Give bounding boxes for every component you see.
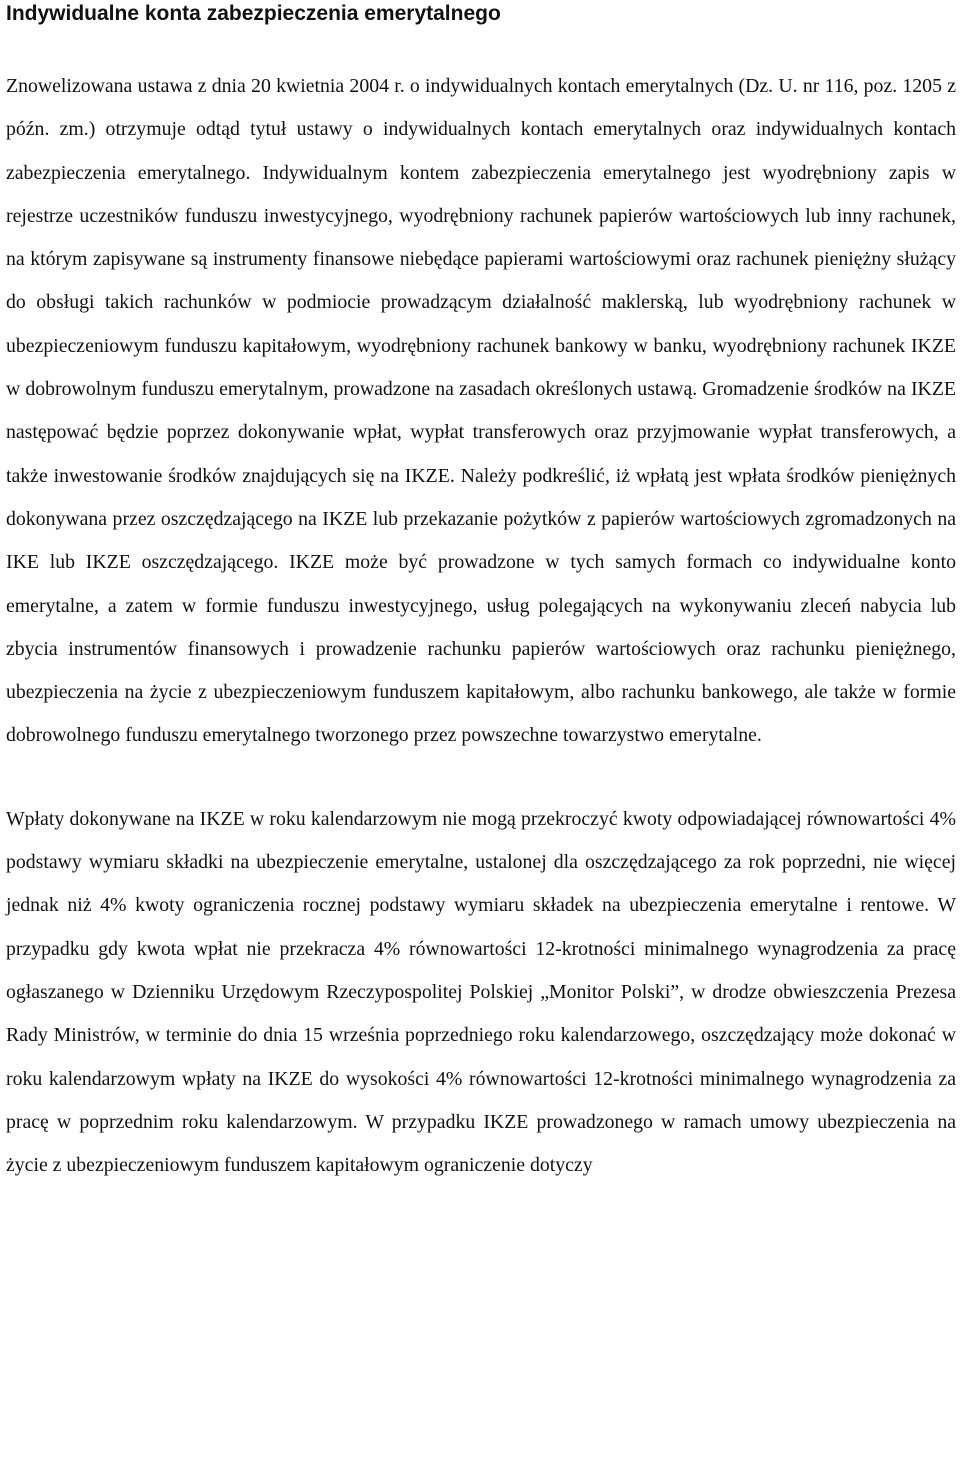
paragraph-ikze-definition: [6, 65, 956, 758]
document-page: [6, 0, 956, 1187]
sentence-funds-accumulation: Gromadzenie środków na IKZE następować będzie poprzez dokonywanie wpłat, wypłat transferowych oraz przyjmowanie wypłat transferowych, a także inwestowanie środków znajdujących się na IKZE.: [6, 378, 956, 487]
sentence-insurance-limit: W przypadku IKZE prowadzonego w ramach umowy ubezpieczenia na życie z ubezpieczeniowym funduszem kapitałowym ograniczenie dotyczy: [6, 1110, 957, 1177]
sentence-payment-definition: Należy podkreślić, iż wpłatą jest wpłata środków pieniężnych dokonywana przez oszczędzającego na IKZE lub przekazanie pożytków z papierów wartościowych zgromadzonych na IKE lub IKZE oszczędzającego.: [6, 464, 956, 574]
sentence-act-title: Znowelizowana ustawa z dnia 20 kwietnia 2004 r. o indywidualnych kontach emerytalnych (Dz. U. nr 116, poz. 1205 z późn. zm.) otrzymuje odtąd tytuł ustawy o indywidualnych kontach emerytalnych oraz indywidualnych kontach zabezpieczenia emerytalnego.: [6, 75, 956, 184]
paragraph-payment-limits: [6, 798, 956, 1188]
document-title: Indywidualne konta zabezpieczenia emerytalnego: [6, 2, 501, 25]
sentence-minimum-wage-rule: W przypadku gdy kwota wpłat nie przekracza 4% równowartości 12-krotności minimalnego wynagrodzenia za pracę ogłaszanego w Dzienniku Urzędowym Rzeczypospolitej Polskiej „Monitor Polski”, w drodze obwieszczenia Prezesa Rady Ministrów, w terminie do dnia 15 września poprzedniego roku kalendarzowego, oszczędzający może dokonać w roku kalendarzowym wpłaty na IKZE do wysokości 4% równowartości 12-krotności minimalnego wynagrodzenia za pracę w poprzednim roku kalendarzowym.: [6, 894, 956, 1133]
sentence-ikze-definition: Indywidualnym kontem zabezpieczenia emerytalnego jest wyodrębniony zapis w rejestrze uczestników funduszu inwestycyjnego, wyodrębniony rachunek papierów wartościowych lub inny rachunek, na którym zapisywane są instrumenty finansowe niebędące papierami wartościowymi oraz rachunek pieniężny służący do obsługi takich rachunków w podmiocie prowadzącym działalność maklerską, lub wyodrębniony rachunek w ubezpieczeniowym funduszu kapitałowym, wyodrębniony rachunek bankowy w banku, wyodrębniony rachunek IKZE w dobrowolnym funduszu emerytalnym, prowadzone na zasadach określonych ustawą.: [6, 161, 956, 401]
sentence-ikze-forms: IKZE może być prowadzone w tych samych formach co indywidualne konto emerytalne, a zatem w formie funduszu inwestycyjnego, usług polegających na wykonywaniu zleceń nabycia lub zbycia instrumentów finansowych i prowadzenie rachunku papierów wartościowych oraz rachunku pieniężnego, ubezpieczenia na życie z ubezpieczeniowym funduszem kapitałowym, albo rachunku bankowego, ale także w formie dobrowolnego funduszu emerytalnego tworzonego przez powszechne towarzystwo emerytalne.: [6, 551, 956, 747]
sentence-payment-limit: Wpłaty dokonywane na IKZE w roku kalendarzowym nie mogą przekroczyć kwoty odpowiadającej równowartości 4% podstawy wymiaru składki na ubezpieczenie emerytalne, ustalonej dla oszczędzającego za rok poprzedni, nie więcej jednak niż 4% kwoty ograniczenia rocznej podstawy wymiaru składek na ubezpieczenia emerytalne i rentowe.: [6, 807, 956, 917]
